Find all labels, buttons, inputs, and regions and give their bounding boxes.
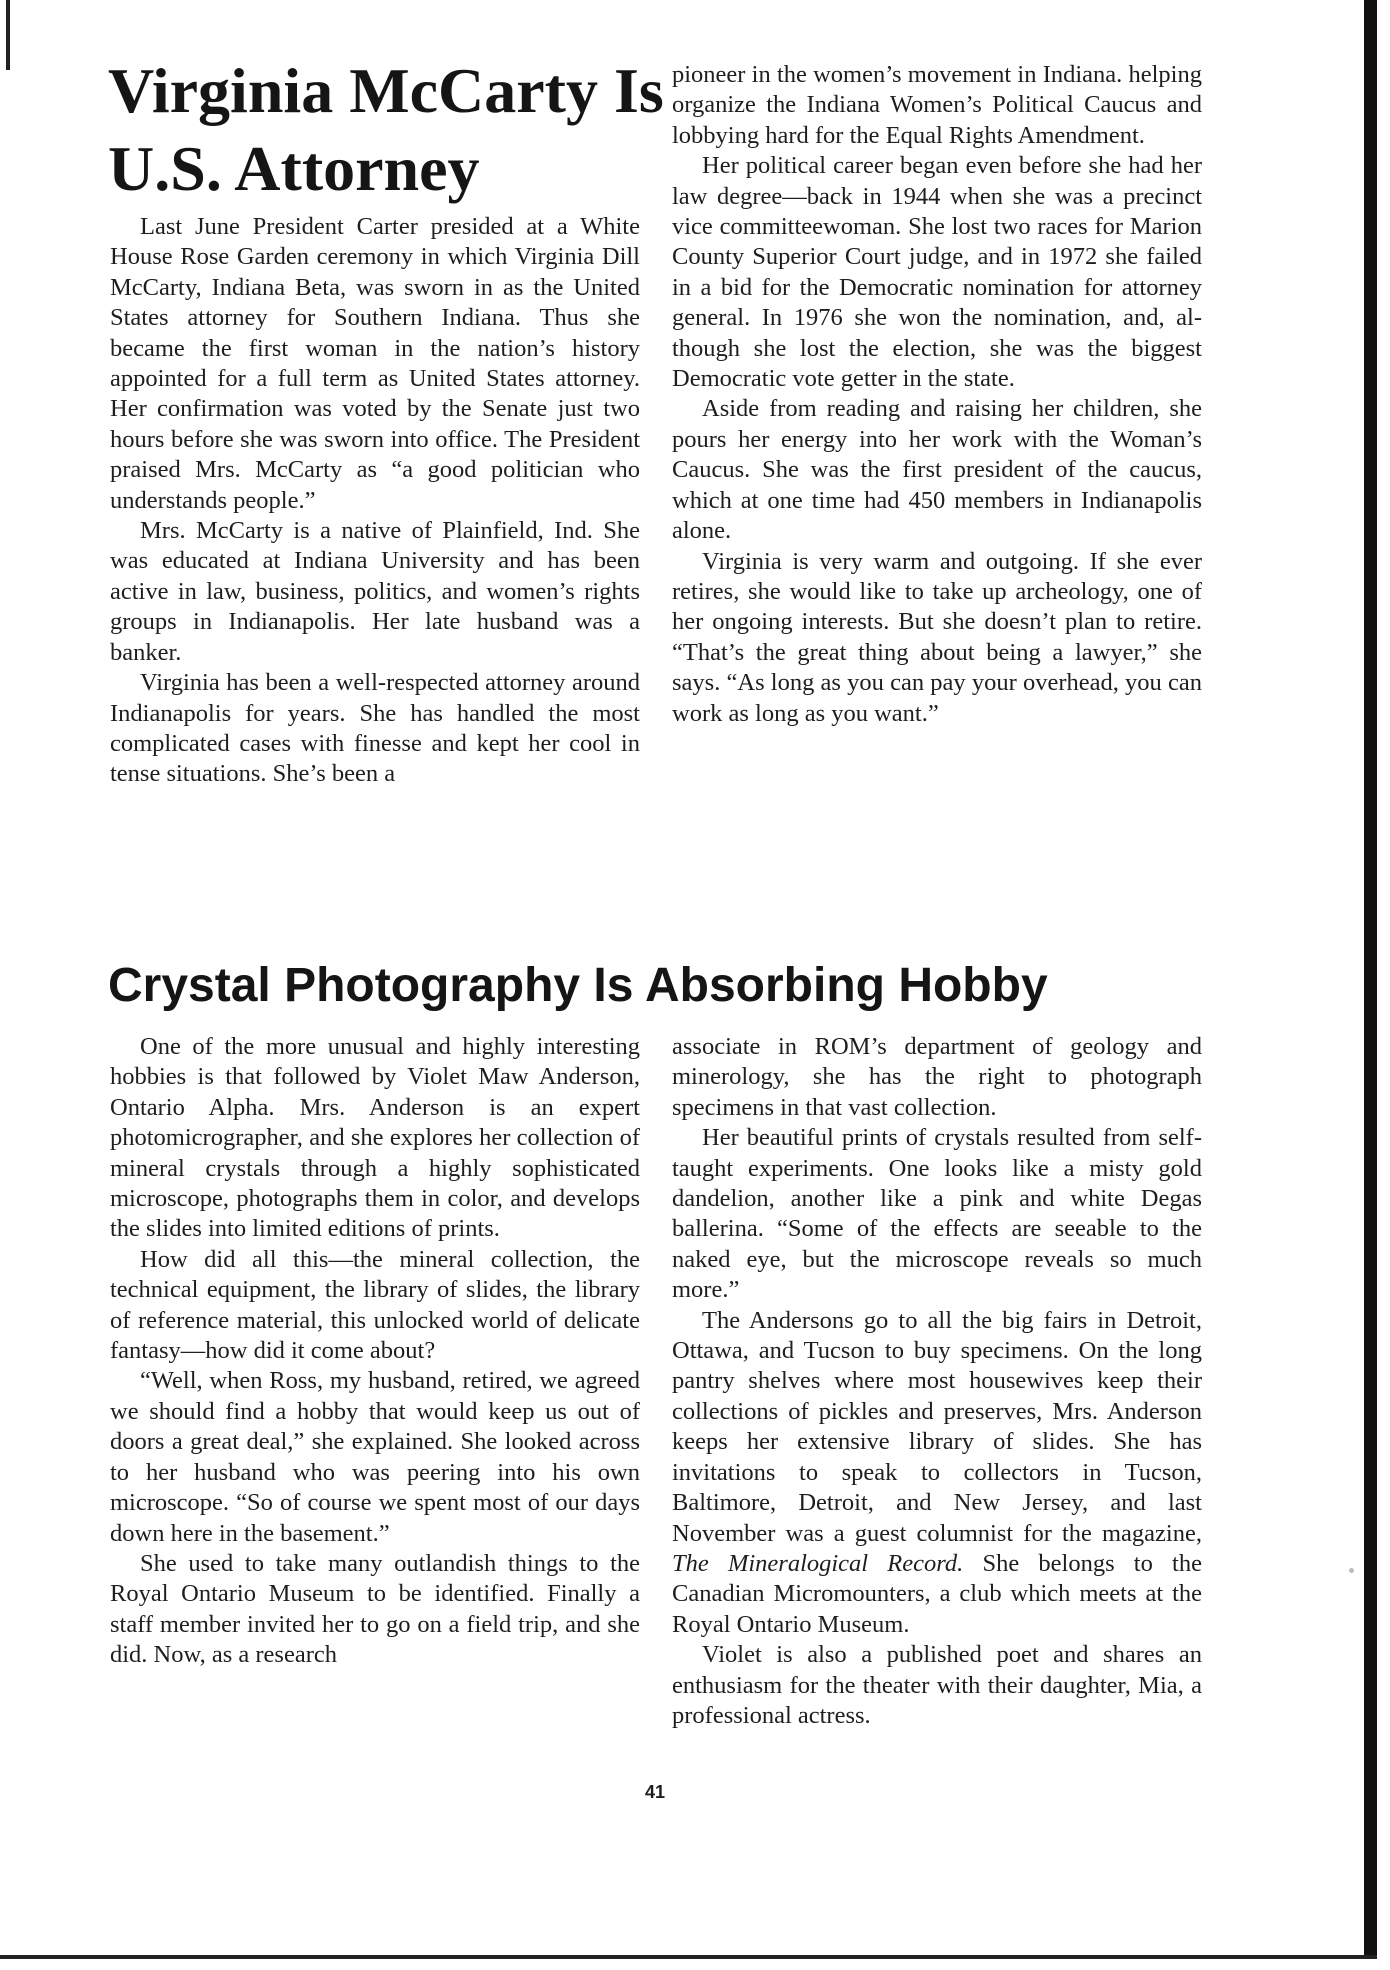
article-1-paragraph: Aside from reading and raising her children, she pours her energy into her work with the Woman’s Caucus. She was the first president of the caucus, which at one time had 450 members in Indianapolis alone. <box>672 395 1202 545</box>
article-1-paragraph: Mrs. McCarty is a native of Plainfield, Ind. She was educated at Indiana University and has been active in law, business, politics, and women’s rights groups in Indianapolis. Her late husband was a banker. <box>110 517 640 666</box>
article-2-paragraph-text: The Andersons go to all the big fairs in Detroit, Ottawa, and Tucson to buy specimens. On the long pantry shelves where most housewives keep their collections of pickles and preserves, Mrs. Anderson keeps her extensive library of slides. She has invitations to speak to collectors in Tucson, Baltimore, Detroit, and New Jersey, and last November was a guest columnist for the magazine, <box>672 1306 1202 1547</box>
article-2-title: Crystal Photography Is Absorbing Hobby <box>108 959 1048 1012</box>
article-1-paragraph: Her political career began even before she had her law degree—back in 1944 when she was a precinct vice committeewoman. She lost two races for Marion County Superior Court judge, and in 1972 she failed in a bid for the Democratic nomination for attorney general. In 1976 she won the nomination, and, although she lost the election, she was the biggest Democratic vote getter in the state. <box>672 152 1202 393</box>
article-1-paragraph: Virginia is very warm and outgoing. If she ever retires, she would like to take up archeology, one of her ongoing interests. But she doesn’t plan to retire. “That’s the great thing about being a lawyer,” she says. “As long as you can pay your overhead, you can work as long as you want.” <box>672 547 1202 727</box>
page-edge-bottom <box>0 1955 1377 1959</box>
page-number: 41 <box>644 1782 666 1802</box>
article-2-paragraph: She used to take many outlandish things to the Royal Ontario Museum to be identified. Finally a staff member invited her to go on a field trip, and she did. Now, as a research <box>110 1549 640 1669</box>
article-2-paragraph: How did all this—the mineral collection, the technical equipment, the library of slides, the library of reference material, this unlocked world of delicate fantasy—how did it come about? <box>110 1245 640 1365</box>
article-1-left-column <box>110 212 640 790</box>
article-1-title: Virginia McCarty Is U.S. Attorney <box>108 55 664 204</box>
article-2-paragraph-text: She belongs to the Canadian Micromounters, a club which meets at the Royal Ontario Museum. <box>672 1549 1202 1638</box>
article-1-right-column <box>672 60 1202 729</box>
magazine-title: The Mineralogical Record. <box>672 1549 964 1577</box>
page-edge-right <box>1364 0 1377 1955</box>
article-1-paragraph: Virginia has been a well-respected attorney around Indianapolis for years. She has handled the most complicated cases with finesse and kept her cool in tense situations. She’s been a <box>110 669 640 788</box>
article-2-paragraph: Violet is also a published poet and shares an enthusiasm for the theater with their daughter, Mia, a professional actress. <box>672 1641 1202 1729</box>
article-2-left-column <box>110 1032 640 1671</box>
article-2-paragraph: associate in ROM’s department of geology and minerology, she has the right to photograph specimens in that vast collection. <box>672 1033 1202 1121</box>
page-edge-left <box>6 0 10 70</box>
scan-speck <box>1349 1568 1354 1573</box>
article-2-paragraph: One of the more unusual and highly interesting hobbies is that followed by Violet Maw Anderson, Ontario Alpha. Mrs. Anderson is an expert photomicrographer, and she explores her collection of mineral crystals through a highly sophisticated microscope, photographs them in color, and develops the slides into limited editions of prints. <box>110 1033 640 1243</box>
article-1-paragraph: Last June President Carter presided at a White House Rose Garden ceremony in which Virginia Dill McCarty, Indiana Beta, was sworn in as the United States attorney for Southern Indiana. Thus she became the first woman in the nation’s history appointed for a full term as United States attorney. Her confirmation was voted by the Senate just two hours before she was sworn into office. The President praised Mrs. McCarty as “a good politician who understands people.” <box>110 213 640 514</box>
article-2-right-column <box>672 1032 1202 1731</box>
article-2-paragraph: Her beautiful prints of crystals resulted from self-taught experiments. One looks like a misty gold dandelion, another like a pink and white Degas ballerina. “Some of the effects are seeable to the naked eye, but the microscope reveals so much more.” <box>672 1124 1202 1304</box>
article-1-paragraph: pioneer in the women’s movement in Indiana. helping organize the Indiana Women’s Political Caucus and lobbying hard for the Equal Rights Amendment. <box>672 61 1202 149</box>
article-2-paragraph <box>672 1306 1202 1640</box>
article-2-paragraph: “Well, when Ross, my husband, retired, we agreed we should find a hobby that would keep us out of doors a great deal,” she explained. She looked across to her husband who was peering into his own microscope. “So of course we spent most of our days down here in the basement.” <box>110 1367 640 1547</box>
